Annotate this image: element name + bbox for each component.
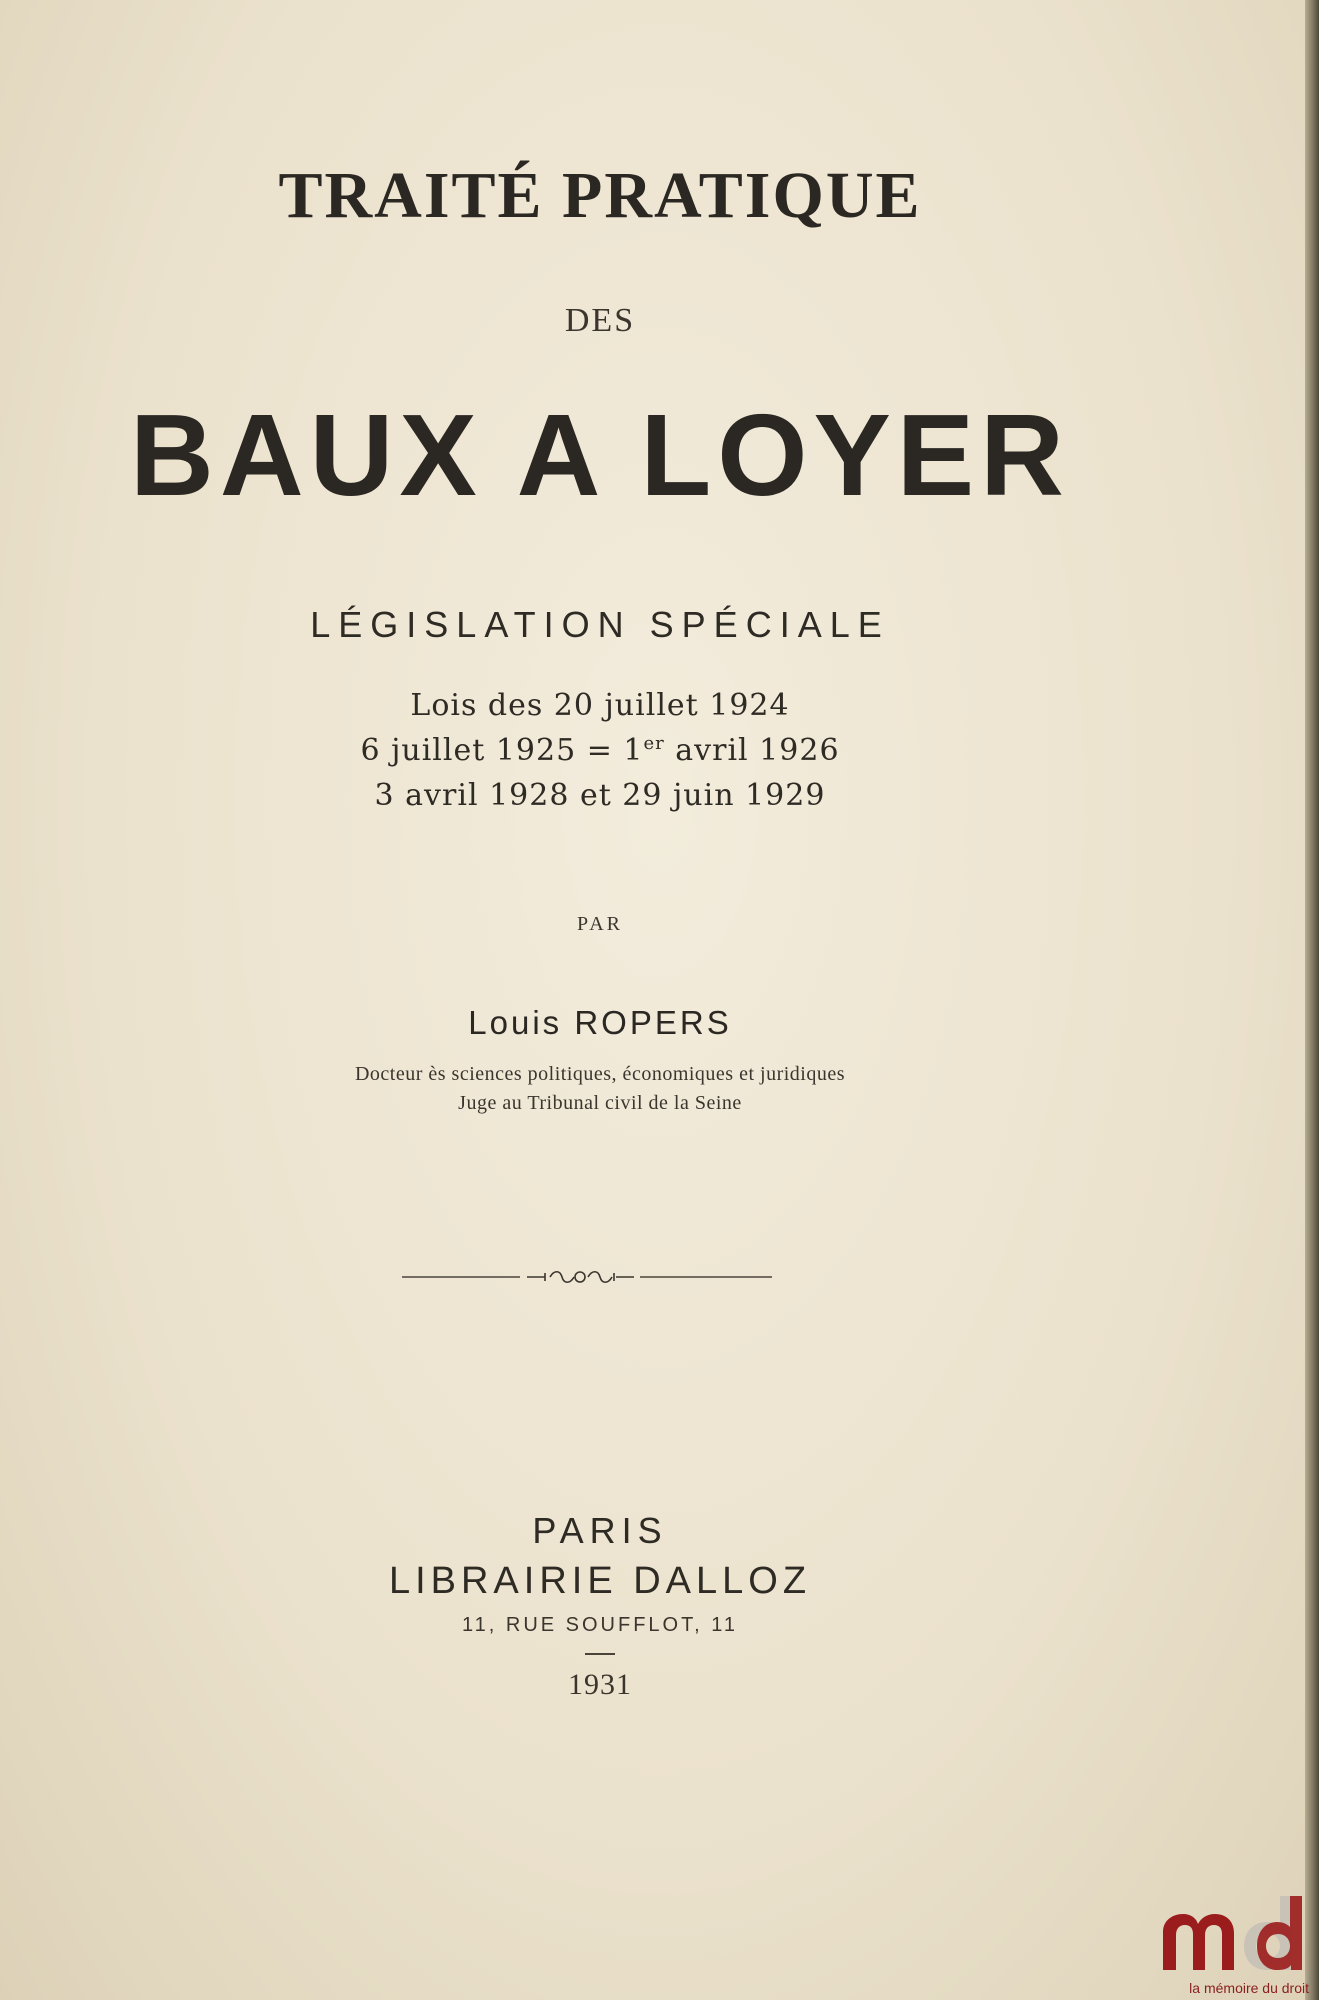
- mdd-logo-icon: [1157, 1892, 1307, 1978]
- laws-line-2a: 6 juillet 1925 = 1: [360, 733, 644, 768]
- laws-line-1: Lois des 20 juillet 1924: [410, 688, 790, 723]
- author-name: Louis ROPERS: [468, 1004, 732, 1041]
- title-line-2: DES: [564, 302, 636, 339]
- publication-year: 1931: [568, 1668, 632, 1701]
- publisher-address: 11, RUE SOUFFLOT, 11: [462, 1614, 738, 1636]
- author-affiliation-1: Docteur ès sciences politiques, économiques et juridiques: [354, 1063, 846, 1085]
- watermark-text: la mémoire du droit: [1189, 1980, 1309, 1996]
- ornamental-rule: [402, 1262, 772, 1292]
- laws-superscript: er: [643, 733, 665, 754]
- main-title: BAUX A LOYER: [130, 390, 1070, 520]
- laws-line-3: 3 avril 1928 et 29 juin 1929: [374, 778, 826, 813]
- by-label: PAR: [576, 913, 624, 935]
- watermark-logo: [1159, 1880, 1319, 2000]
- laws-line-2: [0, 733, 1200, 768]
- laws-line-2b: avril 1926: [664, 733, 840, 768]
- publisher-city: PARIS: [532, 1510, 668, 1551]
- subtitle: LÉGISLATION SPÉCIALE: [310, 604, 890, 645]
- book-spine-edge: [1305, 0, 1319, 2000]
- separator-dash: [585, 1653, 615, 1655]
- author-affiliation-2: Juge au Tribunal civil de la Seine: [458, 1092, 742, 1114]
- publisher-name: LIBRAIRIE DALLOZ: [388, 1560, 812, 1602]
- title-line-1: TRAITÉ PRATIQUE: [278, 159, 922, 232]
